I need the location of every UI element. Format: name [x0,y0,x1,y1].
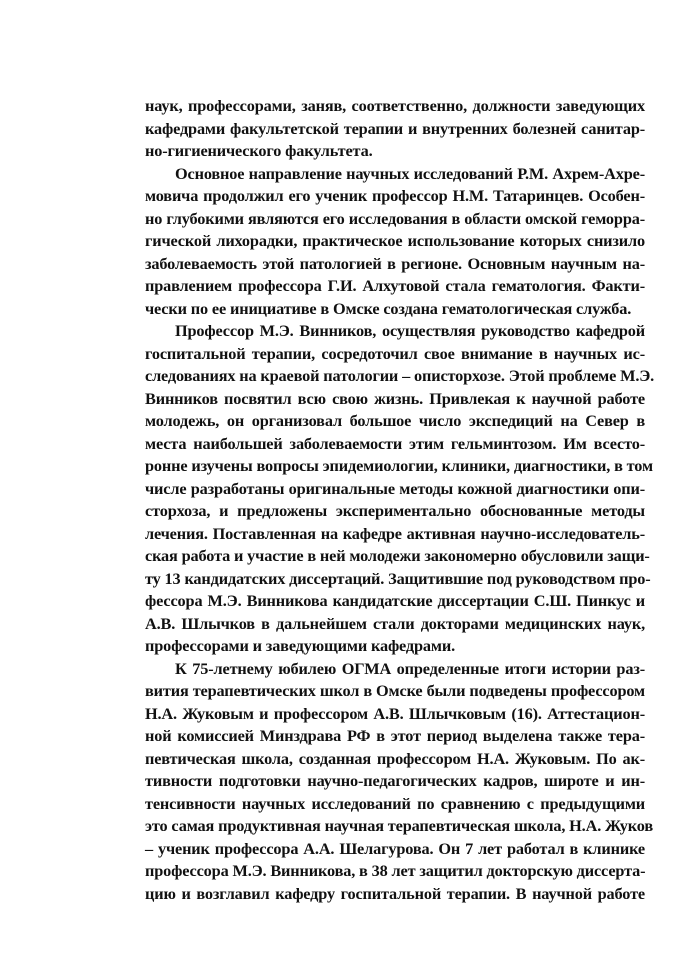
text-line: певтическая школа, созданная профессором Н.А. Жуковым. По ак- [145,748,645,768]
text-line: Винников посвятил всю свою жизнь. Привлекая к научной работе [145,388,645,408]
text-line: лечения. Поставленная на кафедре активная научно-исследователь- [145,523,645,543]
text-line: места наибольшей заболеваемости этим гельминтозом. Им всесто- [145,433,645,453]
text-line: гической лихорадки, практическое использование которых снизило [145,231,645,250]
text-line: – ученик профессора А.А. Шелагурова. Он 7 лет работал в клинике [145,838,645,858]
text-line: ская работа и участие в ней молодежи закономерно обусловили защи- [145,546,650,565]
text-line: сторхоза, и предложены экспериментально обоснованные методы [145,501,645,520]
text-line: цию и возглавил кафедру госпитальной терапии. В научной работе [145,883,645,903]
text-line: но-гигиенического факультета. [145,141,373,160]
text-line: числе разработаны оригинальные методы кожной диагностики опи- [145,478,645,498]
text-line: тенсивности научных исследований по сравнению с предыдущими [145,793,645,813]
text-line: молодежь, он организовал большое число экспедиций на Север в [145,411,645,430]
text-line: кафедрами факультетской терапии и внутренних болезней санитар- [145,118,645,138]
paragraph-start-line: К 75-летнему юбилею ОГМА определенные итоги истории раз- [175,658,645,678]
text-line: это самая продуктивная научная терапевтическая школа, Н.А. Жуков [145,816,653,835]
text-line: следованиях на краевой патологии – описторхозе. Этой проблеме М.Э. [145,366,655,385]
text-line: наук, профессорами, заняв, соответственно, должности заведующих [145,96,645,115]
text-line: мовича продолжил его ученик профессор Н.М. Татаринцев. Особен- [145,186,645,205]
text-line: А.В. Шлычков в дальнейшем стали докторами медицинских наук, [145,613,645,633]
paragraph-start-line: Профессор М.Э. Винников, осуществляя руководство кафедрой [175,321,645,340]
body-text [145,95,655,905]
text-line: но глубокими являются его исследования в области омской геморра- [145,208,645,228]
text-line: профессорами и заведующими кафедрами. [145,636,455,655]
text-line: фессора М.Э. Винникова кандидатские диссертации С.Ш. Пинкус и [145,591,645,610]
text-line: заболеваемость этой патологией в регионе. Основным научным на- [145,253,645,273]
text-line: ной комиссией Минздрава РФ в этот период выделена также тера- [145,726,645,745]
text-line: госпитальной терапии, сосредоточил свое внимание в научных ис- [145,343,645,363]
text-line: Н.А. Жуковым и профессором А.В. Шлычковым (16). Аттестацион- [145,703,645,723]
text-line: ту 13 кандидатских диссертаций. Защитившие под руководством про- [145,568,651,588]
text-line: вития терапевтических школ в Омске были подведены профессором [145,681,645,700]
text-line: правлением профессора Г.И. Алхутовой стала гематология. Факти- [145,276,645,295]
text-line: ронне изучены вопросы эпидемиологии, клиники, диагностики, в том [145,456,653,475]
paragraph-start-line: Основное направление научных исследований Р.М. Ахрем-Ахре- [175,163,645,183]
text-line: чески по ее инициативе в Омске создана гематологическая служба. [145,298,632,318]
text-line: тивности подготовки научно-педагогических кадров, широте и ин- [145,771,645,790]
text-line: профессора М.Э. Винникова, в 38 лет защитил докторскую диссерта- [145,861,646,880]
